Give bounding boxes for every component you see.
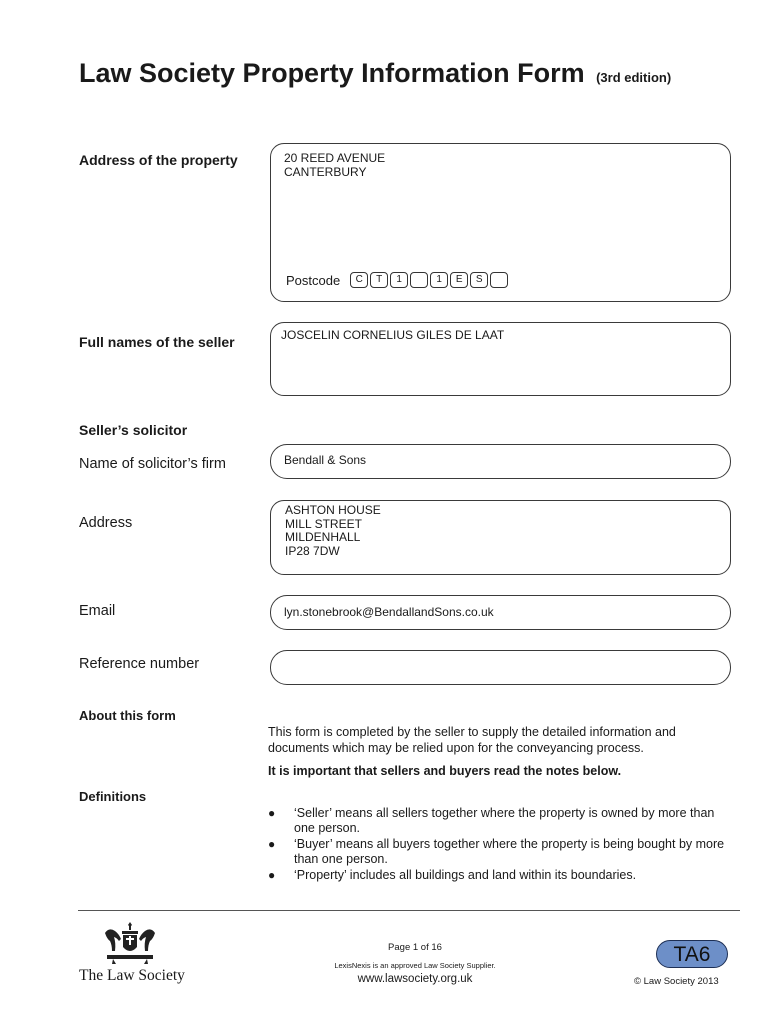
definition-item: ● ‘Buyer’ means all buyers together where the property is being bought by more than one person. xyxy=(268,837,725,866)
postcode-char[interactable] xyxy=(410,272,428,288)
page-number: Page 1 of 16 xyxy=(388,942,442,953)
definition-item: ● ‘Seller’ means all sellers together where the property is owned by more than one person. xyxy=(268,806,715,835)
postcode-char[interactable]: S xyxy=(470,272,488,288)
important-note: It is important that sellers and buyers read the notes below. xyxy=(268,764,622,778)
property-address-label: Address of the property xyxy=(79,152,238,168)
form-edition: (3rd edition) xyxy=(596,70,672,85)
solicitor-firm-field[interactable] xyxy=(270,444,731,479)
form-code-badge: TA6 xyxy=(656,940,728,968)
seller-names-value: JOSCELIN CORNELIUS GILES DE LAAT xyxy=(281,328,505,342)
page-title xyxy=(79,58,671,89)
bullet-icon: ● xyxy=(268,868,276,882)
postcode-char[interactable]: T xyxy=(370,272,388,288)
solicitor-firm-value: Bendall & Sons xyxy=(284,453,367,467)
solicitor-email-value: lyn.stonebrook@BendallandSons.co.uk xyxy=(284,605,494,619)
bullet-icon: ● xyxy=(268,837,276,851)
law-society-name: The Law Society xyxy=(79,967,185,984)
solicitor-address-label: Address xyxy=(79,515,133,531)
seller-names-field[interactable] xyxy=(270,322,731,396)
postcode-label: Postcode xyxy=(286,272,341,288)
postcode-field[interactable] xyxy=(286,272,510,288)
property-address-value: 20 REED AVENUE CANTERBURY xyxy=(284,151,386,179)
seller-names-label: Full names of the seller xyxy=(79,334,235,350)
solicitor-address-value: ASHTON HOUSE MILL STREET MILDENHALL IP28 7DW xyxy=(285,503,381,558)
postcode-char[interactable]: E xyxy=(450,272,468,288)
solicitor-address-field[interactable] xyxy=(270,500,731,575)
copyright-text: © Law Society 2013 xyxy=(634,976,719,987)
definitions-list xyxy=(268,806,732,884)
postcode-char[interactable] xyxy=(490,272,508,288)
solicitor-firm-label: Name of solicitor’s firm xyxy=(79,456,226,472)
definition-item: ● ‘Property’ includes all buildings and land within its boundaries. xyxy=(268,868,637,882)
form-title: Law Society Property Information Form xyxy=(79,58,585,88)
law-society-crest-icon xyxy=(101,921,159,965)
supplier-note: LexisNexis is an approved Law Society Supplier. xyxy=(334,961,496,970)
postcode-char[interactable]: C xyxy=(350,272,368,288)
about-form-text: This form is completed by the seller to supply the detailed information and documents which may be relied upon for the conveyancing process. xyxy=(268,725,676,755)
solicitor-email-field[interactable] xyxy=(270,595,731,630)
postcode-char[interactable]: 1 xyxy=(390,272,408,288)
about-form-heading: About this form xyxy=(79,708,176,723)
seller-solicitor-heading: Seller’s solicitor xyxy=(79,422,188,438)
postcode-char[interactable]: 1 xyxy=(430,272,448,288)
footer-divider xyxy=(78,910,740,911)
reference-number-field[interactable] xyxy=(270,650,731,685)
website-link[interactable]: www.lawsociety.org.uk xyxy=(357,973,473,985)
definitions-heading: Definitions xyxy=(79,789,147,804)
solicitor-email-label: Email xyxy=(79,603,116,619)
bullet-icon: ● xyxy=(268,806,276,820)
reference-number-label: Reference number xyxy=(79,656,200,672)
